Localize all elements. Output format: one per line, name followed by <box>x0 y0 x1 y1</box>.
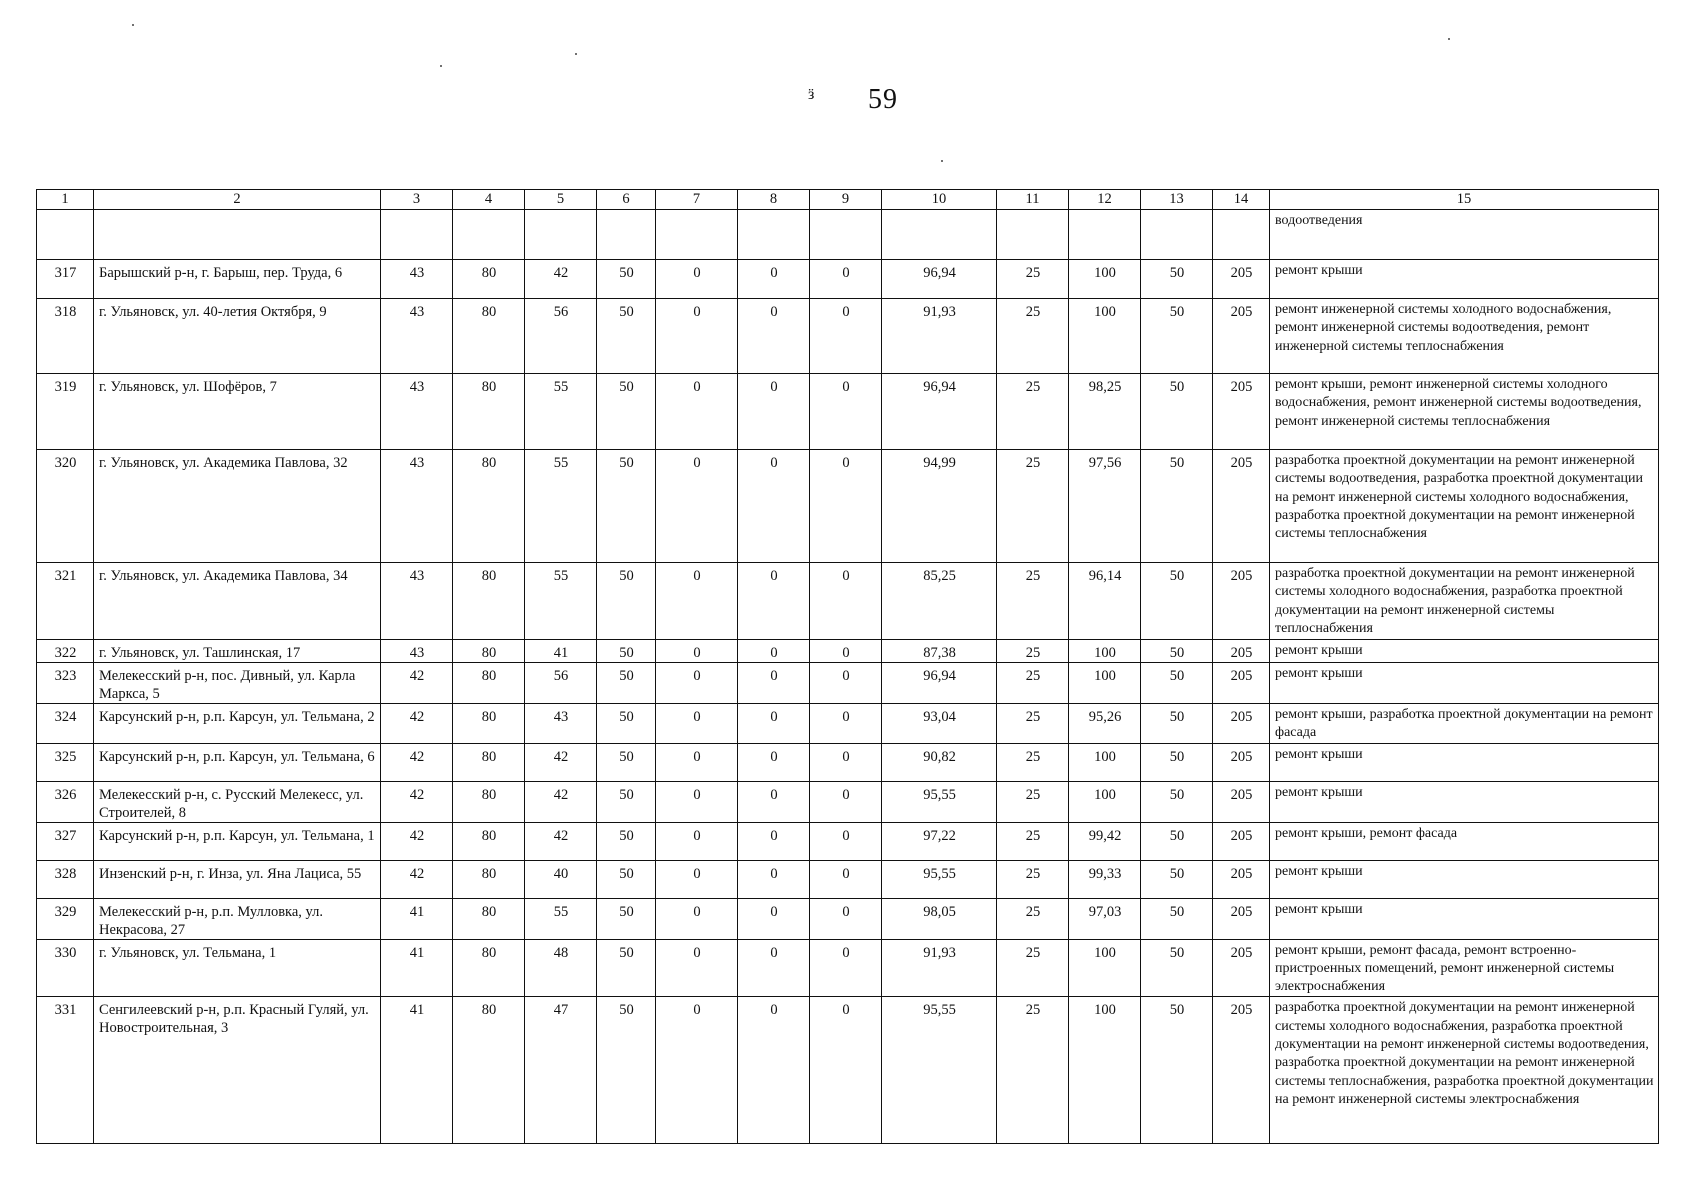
cell-address: г. Ульяновск, ул. 40-летия Октября, 9 <box>94 299 381 374</box>
table-row <box>37 450 1659 563</box>
cell-works-description: ремонт крыши, ремонт фасада, ремонт встроенно-пристроенных помещений, ремонт инженерной системы электроснабжения <box>1270 939 1659 997</box>
column-number: 7 <box>656 190 738 210</box>
cell-col-12: 100 <box>1069 640 1141 663</box>
cell-works-description: ремонт инженерной системы холодного водоснабжения, ремонт инженерной системы водоотведения, ремонт инженерной системы теплоснабжения <box>1270 299 1659 374</box>
cell-col-6: 50 <box>597 663 656 704</box>
cell-col-6: 50 <box>597 299 656 374</box>
cell-col-3 <box>381 210 453 260</box>
cell-col-5: 56 <box>525 663 597 704</box>
cell-col-8: 0 <box>738 743 810 781</box>
scan-mark: ӟ <box>808 86 815 103</box>
cell-col-3: 41 <box>381 997 453 1144</box>
cell-address: Инзенский р-н, г. Инза, ул. Яна Лациса, 55 <box>94 860 381 898</box>
cell-col-4: 80 <box>453 898 525 939</box>
cell-col-11: 25 <box>997 997 1069 1144</box>
cell-col-5: 41 <box>525 640 597 663</box>
cell-col-10: 93,04 <box>882 704 997 744</box>
cell-works-description: ремонт крыши <box>1270 781 1659 822</box>
cell-col-12: 96,14 <box>1069 563 1141 640</box>
cell-col-7: 0 <box>656 260 738 299</box>
cell-col-4: 80 <box>453 997 525 1144</box>
cell-row-number: 320 <box>37 450 94 563</box>
cell-col-10: 94,99 <box>882 450 997 563</box>
column-number: 12 <box>1069 190 1141 210</box>
cell-col-14: 205 <box>1213 663 1270 704</box>
cell-col-6: 50 <box>597 997 656 1144</box>
cell-address: Мелекесский р-н, р.п. Мулловка, ул. Некрасова, 27 <box>94 898 381 939</box>
cell-col-9: 0 <box>810 450 882 563</box>
cell-col-4: 80 <box>453 663 525 704</box>
cell-col-13: 50 <box>1141 781 1213 822</box>
table-row <box>37 822 1659 860</box>
cell-address: Карсунский р-н, р.п. Карсун, ул. Тельмана, 2 <box>94 704 381 744</box>
cell-col-13: 50 <box>1141 450 1213 563</box>
cell-col-7: 0 <box>656 640 738 663</box>
cell-row-number: 331 <box>37 997 94 1144</box>
table-row <box>37 704 1659 744</box>
cell-col-10: 91,93 <box>882 299 997 374</box>
cell-col-8: 0 <box>738 704 810 744</box>
cell-col-11: 25 <box>997 822 1069 860</box>
cell-col-3: 42 <box>381 704 453 744</box>
cell-col-4: 80 <box>453 374 525 450</box>
cell-address: Мелекесский р-н, с. Русский Мелекесс, ул. Строителей, 8 <box>94 781 381 822</box>
cell-col-13: 50 <box>1141 374 1213 450</box>
cell-col-12: 100 <box>1069 997 1141 1144</box>
cell-col-3: 43 <box>381 640 453 663</box>
cell-col-13: 50 <box>1141 640 1213 663</box>
cell-row-number: 328 <box>37 860 94 898</box>
column-number: 13 <box>1141 190 1213 210</box>
cell-row-number: 324 <box>37 704 94 744</box>
cell-col-7: 0 <box>656 563 738 640</box>
column-number: 4 <box>453 190 525 210</box>
cell-address <box>94 210 381 260</box>
cell-col-6: 50 <box>597 898 656 939</box>
cell-col-8: 0 <box>738 260 810 299</box>
cell-col-7: 0 <box>656 997 738 1144</box>
cell-col-11 <box>997 210 1069 260</box>
cell-col-5: 47 <box>525 997 597 1144</box>
column-number: 6 <box>597 190 656 210</box>
cell-col-11: 25 <box>997 374 1069 450</box>
cell-col-7: 0 <box>656 860 738 898</box>
table-row <box>37 374 1659 450</box>
cell-col-12: 98,25 <box>1069 374 1141 450</box>
cell-col-4: 80 <box>453 860 525 898</box>
cell-col-12: 100 <box>1069 260 1141 299</box>
buildings-table <box>36 189 1659 1144</box>
cell-col-10: 95,55 <box>882 781 997 822</box>
cell-col-14: 205 <box>1213 898 1270 939</box>
cell-col-4: 80 <box>453 640 525 663</box>
table-row <box>37 743 1659 781</box>
cell-col-4: 80 <box>453 781 525 822</box>
cell-col-13: 50 <box>1141 860 1213 898</box>
cell-col-14: 205 <box>1213 704 1270 744</box>
cell-col-9: 0 <box>810 939 882 997</box>
cell-col-10: 96,94 <box>882 260 997 299</box>
cell-row-number: 323 <box>37 663 94 704</box>
cell-col-14: 205 <box>1213 563 1270 640</box>
cell-col-5: 55 <box>525 374 597 450</box>
table-row <box>37 898 1659 939</box>
cell-col-8: 0 <box>738 939 810 997</box>
column-number: 5 <box>525 190 597 210</box>
cell-col-9: 0 <box>810 374 882 450</box>
cell-col-13: 50 <box>1141 704 1213 744</box>
cell-col-5: 42 <box>525 822 597 860</box>
cell-row-number: 321 <box>37 563 94 640</box>
cell-col-3: 42 <box>381 781 453 822</box>
cell-col-9: 0 <box>810 563 882 640</box>
cell-col-13 <box>1141 210 1213 260</box>
cell-address: Барышский р-н, г. Барыш, пер. Труда, 6 <box>94 260 381 299</box>
cell-col-3: 42 <box>381 822 453 860</box>
cell-col-8: 0 <box>738 299 810 374</box>
cell-col-9: 0 <box>810 822 882 860</box>
scan-speck <box>941 160 943 162</box>
cell-col-4: 80 <box>453 450 525 563</box>
cell-col-9: 0 <box>810 781 882 822</box>
column-number: 14 <box>1213 190 1270 210</box>
column-number: 3 <box>381 190 453 210</box>
table-row <box>37 299 1659 374</box>
cell-col-6: 50 <box>597 860 656 898</box>
cell-col-13: 50 <box>1141 939 1213 997</box>
cell-col-5: 56 <box>525 299 597 374</box>
cell-col-14: 205 <box>1213 450 1270 563</box>
cell-col-6: 50 <box>597 450 656 563</box>
cell-col-12 <box>1069 210 1141 260</box>
cell-col-6: 50 <box>597 781 656 822</box>
cell-works-description: ремонт крыши <box>1270 640 1659 663</box>
cell-row-number: 329 <box>37 898 94 939</box>
cell-col-9: 0 <box>810 743 882 781</box>
cell-col-11: 25 <box>997 939 1069 997</box>
cell-col-13: 50 <box>1141 898 1213 939</box>
cell-col-13: 50 <box>1141 822 1213 860</box>
cell-col-12: 99,42 <box>1069 822 1141 860</box>
column-number: 8 <box>738 190 810 210</box>
cell-col-12: 99,33 <box>1069 860 1141 898</box>
cell-address: г. Ульяновск, ул. Тельмана, 1 <box>94 939 381 997</box>
cell-col-11: 25 <box>997 299 1069 374</box>
table-row <box>37 663 1659 704</box>
cell-col-9: 0 <box>810 898 882 939</box>
cell-col-5: 55 <box>525 898 597 939</box>
cell-works-description: ремонт крыши <box>1270 898 1659 939</box>
cell-col-10: 85,25 <box>882 563 997 640</box>
cell-col-6: 50 <box>597 822 656 860</box>
cell-col-4: 80 <box>453 260 525 299</box>
cell-works-description: разработка проектной документации на ремонт инженерной системы холодного водоснабжения, разработка проектной документации на ремонт инженерной системы теплоснабжения <box>1270 563 1659 640</box>
cell-col-14: 205 <box>1213 860 1270 898</box>
column-number: 10 <box>882 190 997 210</box>
cell-col-9: 0 <box>810 704 882 744</box>
cell-row-number: 330 <box>37 939 94 997</box>
cell-col-14 <box>1213 210 1270 260</box>
cell-col-8: 0 <box>738 563 810 640</box>
cell-col-11: 25 <box>997 640 1069 663</box>
cell-col-3: 43 <box>381 299 453 374</box>
cell-col-14: 205 <box>1213 781 1270 822</box>
cell-col-6: 50 <box>597 939 656 997</box>
cell-col-5: 55 <box>525 563 597 640</box>
cell-col-10: 95,55 <box>882 997 997 1144</box>
cell-col-10 <box>882 210 997 260</box>
cell-col-11: 25 <box>997 860 1069 898</box>
cell-col-3: 43 <box>381 260 453 299</box>
cell-col-12: 100 <box>1069 299 1141 374</box>
cell-col-5: 55 <box>525 450 597 563</box>
cell-col-4: 80 <box>453 822 525 860</box>
cell-col-12: 97,03 <box>1069 898 1141 939</box>
cell-col-9: 0 <box>810 260 882 299</box>
cell-col-9 <box>810 210 882 260</box>
cell-col-3: 43 <box>381 450 453 563</box>
cell-works-description: ремонт крыши, разработка проектной документации на ремонт фасада <box>1270 704 1659 744</box>
cell-address: Мелекесский р-н, пос. Дивный, ул. Карла Маркса, 5 <box>94 663 381 704</box>
table-row <box>37 860 1659 898</box>
cell-col-11: 25 <box>997 260 1069 299</box>
cell-row-number: 317 <box>37 260 94 299</box>
cell-col-10: 90,82 <box>882 743 997 781</box>
cell-col-7: 0 <box>656 939 738 997</box>
cell-col-12: 100 <box>1069 939 1141 997</box>
page-number: 59 <box>868 84 898 115</box>
cell-address: г. Ульяновск, ул. Шофёров, 7 <box>94 374 381 450</box>
table-body <box>37 190 1659 1144</box>
cell-col-9: 0 <box>810 299 882 374</box>
cell-col-3: 43 <box>381 563 453 640</box>
cell-works-description: ремонт крыши <box>1270 663 1659 704</box>
cell-col-14: 205 <box>1213 640 1270 663</box>
cell-col-8: 0 <box>738 640 810 663</box>
scan-speck <box>1448 38 1450 40</box>
cell-col-5: 43 <box>525 704 597 744</box>
cell-col-8: 0 <box>738 997 810 1144</box>
cell-col-3: 41 <box>381 898 453 939</box>
cell-col-11: 25 <box>997 704 1069 744</box>
cell-col-8: 0 <box>738 663 810 704</box>
column-number: 1 <box>37 190 94 210</box>
cell-col-7: 0 <box>656 704 738 744</box>
cell-col-7: 0 <box>656 299 738 374</box>
cell-works-description: ремонт крыши <box>1270 743 1659 781</box>
cell-row-number: 326 <box>37 781 94 822</box>
cell-col-9: 0 <box>810 640 882 663</box>
table-row <box>37 781 1659 822</box>
cell-col-10: 97,22 <box>882 822 997 860</box>
cell-col-13: 50 <box>1141 299 1213 374</box>
cell-row-number: 319 <box>37 374 94 450</box>
cell-col-3: 42 <box>381 860 453 898</box>
table-row <box>37 260 1659 299</box>
cell-col-10: 91,93 <box>882 939 997 997</box>
cell-col-6: 50 <box>597 743 656 781</box>
cell-col-10: 95,55 <box>882 860 997 898</box>
table-row <box>37 640 1659 663</box>
column-number: 9 <box>810 190 882 210</box>
cell-col-4: 80 <box>453 743 525 781</box>
cell-col-7: 0 <box>656 822 738 860</box>
cell-col-13: 50 <box>1141 663 1213 704</box>
cell-col-12: 100 <box>1069 663 1141 704</box>
cell-works-description: разработка проектной документации на ремонт инженерной системы холодного водоснабжения, разработка проектной документации на ремонт инженерной системы водоотведения, разработка проектной документации на ремонт инженерной системы теплоснабжения, разработка проектной документации на ремонт инженерной системы электроснабжения <box>1270 997 1659 1144</box>
column-number: 15 <box>1270 190 1659 210</box>
column-number: 2 <box>94 190 381 210</box>
cell-col-9: 0 <box>810 663 882 704</box>
cell-col-8: 0 <box>738 860 810 898</box>
cell-col-4: 80 <box>453 299 525 374</box>
cell-col-14: 205 <box>1213 939 1270 997</box>
cell-col-4 <box>453 210 525 260</box>
cell-col-5 <box>525 210 597 260</box>
cell-col-8: 0 <box>738 450 810 563</box>
cell-col-14: 205 <box>1213 374 1270 450</box>
cell-address: Сенгилеевский р-н, р.п. Красный Гуляй, ул. Новостроительная, 3 <box>94 997 381 1144</box>
cell-col-6: 50 <box>597 640 656 663</box>
cell-col-12: 97,56 <box>1069 450 1141 563</box>
cell-row-number: 318 <box>37 299 94 374</box>
cell-col-13: 50 <box>1141 997 1213 1144</box>
cell-address: Карсунский р-н, р.п. Карсун, ул. Тельмана, 6 <box>94 743 381 781</box>
cell-col-11: 25 <box>997 450 1069 563</box>
cell-col-8: 0 <box>738 781 810 822</box>
cell-col-9: 0 <box>810 860 882 898</box>
cell-col-3: 43 <box>381 374 453 450</box>
cell-row-number: 322 <box>37 640 94 663</box>
cell-col-13: 50 <box>1141 743 1213 781</box>
cell-col-4: 80 <box>453 704 525 744</box>
table-row <box>37 997 1659 1144</box>
cell-works-description: разработка проектной документации на ремонт инженерной системы водоотведения, разработка проектной документации на ремонт инженерной системы холодного водоснабжения, разработка проектной документации на ремонт инженерной системы теплоснабжения <box>1270 450 1659 563</box>
cell-col-13: 50 <box>1141 260 1213 299</box>
cell-col-14: 205 <box>1213 822 1270 860</box>
cell-col-11: 25 <box>997 781 1069 822</box>
cell-col-11: 25 <box>997 563 1069 640</box>
cell-col-7: 0 <box>656 374 738 450</box>
table-row <box>37 563 1659 640</box>
cell-col-3: 42 <box>381 743 453 781</box>
cell-col-10: 96,94 <box>882 663 997 704</box>
cell-col-12: 95,26 <box>1069 704 1141 744</box>
cell-col-6: 50 <box>597 374 656 450</box>
column-number: 11 <box>997 190 1069 210</box>
cell-col-4: 80 <box>453 939 525 997</box>
cell-col-7: 0 <box>656 898 738 939</box>
scan-speck <box>575 53 577 55</box>
cell-col-7 <box>656 210 738 260</box>
column-number-row <box>37 190 1659 210</box>
cell-col-13: 50 <box>1141 563 1213 640</box>
scan-speck <box>132 24 134 26</box>
cell-col-8: 0 <box>738 822 810 860</box>
cell-col-5: 42 <box>525 743 597 781</box>
cell-col-5: 40 <box>525 860 597 898</box>
cell-col-5: 48 <box>525 939 597 997</box>
cell-row-number: 327 <box>37 822 94 860</box>
cell-address: г. Ульяновск, ул. Ташлинская, 17 <box>94 640 381 663</box>
cell-address: г. Ульяновск, ул. Академика Павлова, 32 <box>94 450 381 563</box>
cell-works-description: водоотведения <box>1270 210 1659 260</box>
cell-col-9: 0 <box>810 997 882 1144</box>
cell-col-7: 0 <box>656 743 738 781</box>
cell-col-7: 0 <box>656 450 738 563</box>
cell-col-14: 205 <box>1213 997 1270 1144</box>
cell-col-11: 25 <box>997 898 1069 939</box>
cell-col-6: 50 <box>597 704 656 744</box>
cell-col-10: 87,38 <box>882 640 997 663</box>
cell-address: г. Ульяновск, ул. Академика Павлова, 34 <box>94 563 381 640</box>
cell-col-10: 98,05 <box>882 898 997 939</box>
cell-col-14: 205 <box>1213 260 1270 299</box>
cell-col-14: 205 <box>1213 299 1270 374</box>
cell-works-description: ремонт крыши <box>1270 860 1659 898</box>
cell-works-description: ремонт крыши, ремонт инженерной системы холодного водоснабжения, ремонт инженерной системы водоотведения, ремонт инженерной системы теплоснабжения <box>1270 374 1659 450</box>
cell-col-14: 205 <box>1213 743 1270 781</box>
cell-row-number: 325 <box>37 743 94 781</box>
cell-col-10: 96,94 <box>882 374 997 450</box>
cell-col-11: 25 <box>997 663 1069 704</box>
table-row <box>37 939 1659 997</box>
scan-speck <box>440 65 442 67</box>
cell-col-7: 0 <box>656 781 738 822</box>
cell-col-6: 50 <box>597 260 656 299</box>
cell-col-7: 0 <box>656 663 738 704</box>
cell-col-3: 41 <box>381 939 453 997</box>
cell-address: Карсунский р-н, р.п. Карсун, ул. Тельмана, 1 <box>94 822 381 860</box>
cell-col-12: 100 <box>1069 781 1141 822</box>
cell-col-8 <box>738 210 810 260</box>
cell-col-4: 80 <box>453 563 525 640</box>
cell-col-6 <box>597 210 656 260</box>
cell-col-5: 42 <box>525 781 597 822</box>
cell-col-8: 0 <box>738 898 810 939</box>
cell-col-5: 42 <box>525 260 597 299</box>
cell-col-3: 42 <box>381 663 453 704</box>
cell-works-description: ремонт крыши, ремонт фасада <box>1270 822 1659 860</box>
cell-col-11: 25 <box>997 743 1069 781</box>
cell-col-8: 0 <box>738 374 810 450</box>
cell-col-12: 100 <box>1069 743 1141 781</box>
table-row <box>37 210 1659 260</box>
cell-row-number <box>37 210 94 260</box>
cell-works-description: ремонт крыши <box>1270 260 1659 299</box>
cell-col-6: 50 <box>597 563 656 640</box>
